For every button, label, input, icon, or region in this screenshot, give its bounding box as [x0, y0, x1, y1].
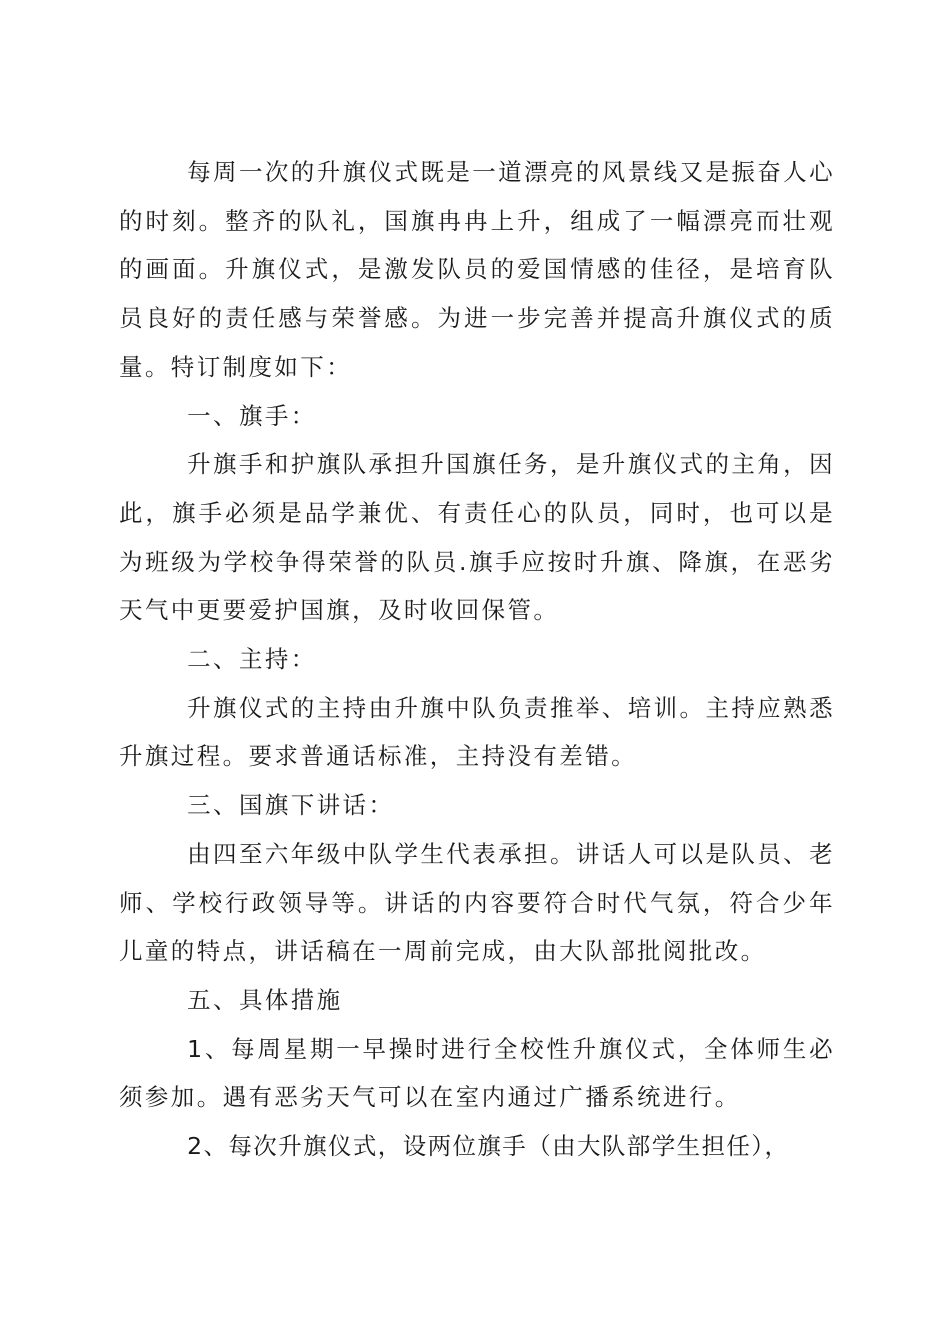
flag-bearer-paragraph: 升旗手和护旗队承担升国旗任务，是升旗仪式的主角，因此，旗手必须是品学兼优、有责任心的队员，同时，也可以是为班级为学校争得荣誉的队员.旗手应按时升旗、降旗，在恶劣天气中更要爱护国旗，及时收回保管。: [119, 450, 835, 625]
document-body: [119, 148, 835, 1171]
host-paragraph: 升旗仪式的主持由升旗中队负责推举、培训。主持应熟悉升旗过程。要求普通话标准，主持没有差错。: [119, 693, 835, 771]
section-heading-host: 二、主持：: [187, 645, 317, 674]
section-heading-measures: 五、具体措施: [187, 985, 343, 1014]
measure-item-2: 2、每次升旗仪式，设两位旗手（由大队部学生担任），: [187, 1132, 790, 1161]
section-heading-flag-bearer: 一、旗手：: [187, 401, 317, 430]
section-heading-speech: 三、国旗下讲话：: [187, 791, 395, 820]
speech-paragraph: 由四至六年级中队学生代表承担。讲话人可以是队员、老师、学校行政领导等。讲话的内容要符合时代气氛，符合少年儿童的特点，讲话稿在一周前完成，由大队部批阅批改。: [119, 839, 835, 966]
intro-paragraph: 每周一次的升旗仪式既是一道漂亮的风景线又是振奋人心的时刻。整齐的队礼，国旗冉冉上升，组成了一幅漂亮而壮观的画面。升旗仪式，是激发队员的爱国情感的佳径，是培育队员良好的责任感与荣誉感。为进一步完善并提高升旗仪式的质量。特订制度如下：: [119, 158, 835, 381]
measure-item-1: 1、每周星期一早操时进行全校性升旗仪式，全体师生必须参加。遇有恶劣天气可以在室内通过广播系统进行。: [119, 1034, 835, 1112]
